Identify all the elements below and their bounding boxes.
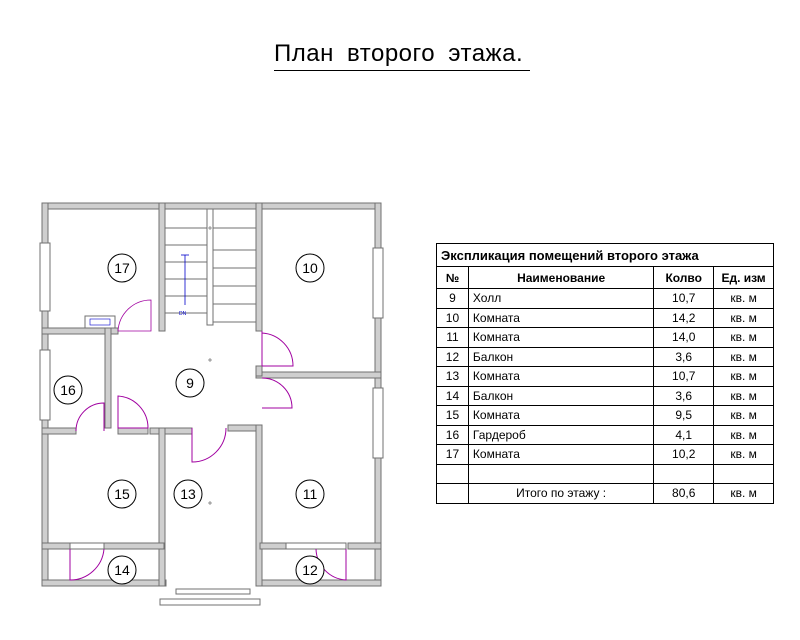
wall-15-bottom-left bbox=[42, 543, 70, 549]
door-10 bbox=[262, 331, 293, 366]
balcony-door-11 bbox=[286, 543, 346, 549]
room-marker-16 bbox=[54, 376, 82, 404]
wall-hall-bottom-mid bbox=[118, 428, 148, 434]
wall-13-11 bbox=[256, 425, 262, 586]
wall-10-bottom bbox=[256, 372, 381, 378]
stair-direction-label: DN bbox=[179, 311, 187, 317]
room-number: 15 bbox=[114, 486, 130, 502]
wall-bottom-right bbox=[260, 580, 381, 586]
wall-16-right bbox=[105, 328, 111, 428]
header-name: Наименование bbox=[468, 267, 653, 289]
table-row: 14 Балкон 3,6 кв. м bbox=[437, 386, 774, 406]
staircase bbox=[165, 209, 256, 325]
room-number: 11 bbox=[302, 486, 318, 502]
room-markers bbox=[54, 254, 324, 584]
window-11 bbox=[373, 388, 383, 458]
total-label: Итого по этажу : bbox=[468, 484, 653, 504]
wall-bottom-left bbox=[42, 580, 166, 586]
table-caption: Экспликация помещений второго этажа bbox=[437, 244, 774, 267]
wall-15-bottom-right bbox=[104, 543, 164, 549]
table-row: 17 Комната 10,2 кв. м bbox=[437, 445, 774, 465]
wall-hall-bottom-left bbox=[42, 428, 76, 434]
room-marker-13 bbox=[174, 480, 202, 508]
room-number: 13 bbox=[180, 486, 196, 502]
table-row: 15 Комната 9,5 кв. м bbox=[437, 406, 774, 426]
room-number: 16 bbox=[60, 382, 76, 398]
window-10 bbox=[373, 248, 383, 318]
door-11 bbox=[262, 378, 292, 408]
table-row: 16 Гардероб 4,1 кв. м bbox=[437, 425, 774, 445]
room-marker-14 bbox=[108, 556, 136, 584]
door-13-bottom bbox=[176, 589, 250, 594]
wall-11-bottom-right bbox=[348, 543, 381, 549]
table-row: 10 Комната 14,2 кв. м bbox=[437, 308, 774, 328]
room-marker-15 bbox=[108, 480, 136, 508]
empty-row bbox=[437, 464, 774, 484]
header-amount: Колво bbox=[654, 267, 714, 289]
room-marker-12 bbox=[296, 556, 324, 584]
balcony-door-15 bbox=[70, 543, 104, 549]
plan-title: План второго этажа. bbox=[274, 40, 524, 67]
total-row bbox=[437, 484, 774, 504]
door-14 bbox=[70, 549, 104, 580]
header-number: № bbox=[437, 267, 469, 289]
room-number: 9 bbox=[186, 375, 194, 391]
table-row: 12 Балкон 3,6 кв. м bbox=[437, 347, 774, 367]
room-number: 10 bbox=[302, 260, 318, 276]
wall-top bbox=[42, 203, 381, 209]
wall-hall-bottom-13 bbox=[150, 428, 192, 434]
room-marker-17 bbox=[108, 254, 136, 282]
door-15 bbox=[118, 396, 148, 428]
wall-17-stair bbox=[159, 203, 165, 331]
table-row: 13 Комната 10,7 кв. м bbox=[437, 367, 774, 387]
room-number: 12 bbox=[302, 562, 318, 578]
door-17 bbox=[118, 300, 151, 331]
window-16 bbox=[40, 350, 50, 420]
room-marker-11 bbox=[296, 480, 324, 508]
explication-table bbox=[436, 243, 774, 504]
door-13 bbox=[192, 428, 226, 462]
door-16 bbox=[76, 403, 104, 431]
room-marker-9 bbox=[176, 369, 204, 397]
room-marker-10 bbox=[296, 254, 324, 282]
room-number: 17 bbox=[114, 260, 130, 276]
room-number: 14 bbox=[114, 562, 130, 578]
table-row: 9 Холл 10,7 кв. м bbox=[437, 289, 774, 309]
table-row: 11 Комната 14,0 кв. м bbox=[437, 328, 774, 348]
header-unit: Ед. изм bbox=[714, 267, 774, 289]
window-13-bottom bbox=[160, 599, 260, 605]
wall-15-13 bbox=[159, 428, 165, 586]
wall-stair-10 bbox=[256, 203, 262, 331]
wall-10-left-lower bbox=[256, 366, 262, 376]
total-value: 80,6 bbox=[654, 484, 714, 504]
total-unit: кв. м bbox=[714, 484, 774, 504]
window-17 bbox=[40, 243, 50, 311]
